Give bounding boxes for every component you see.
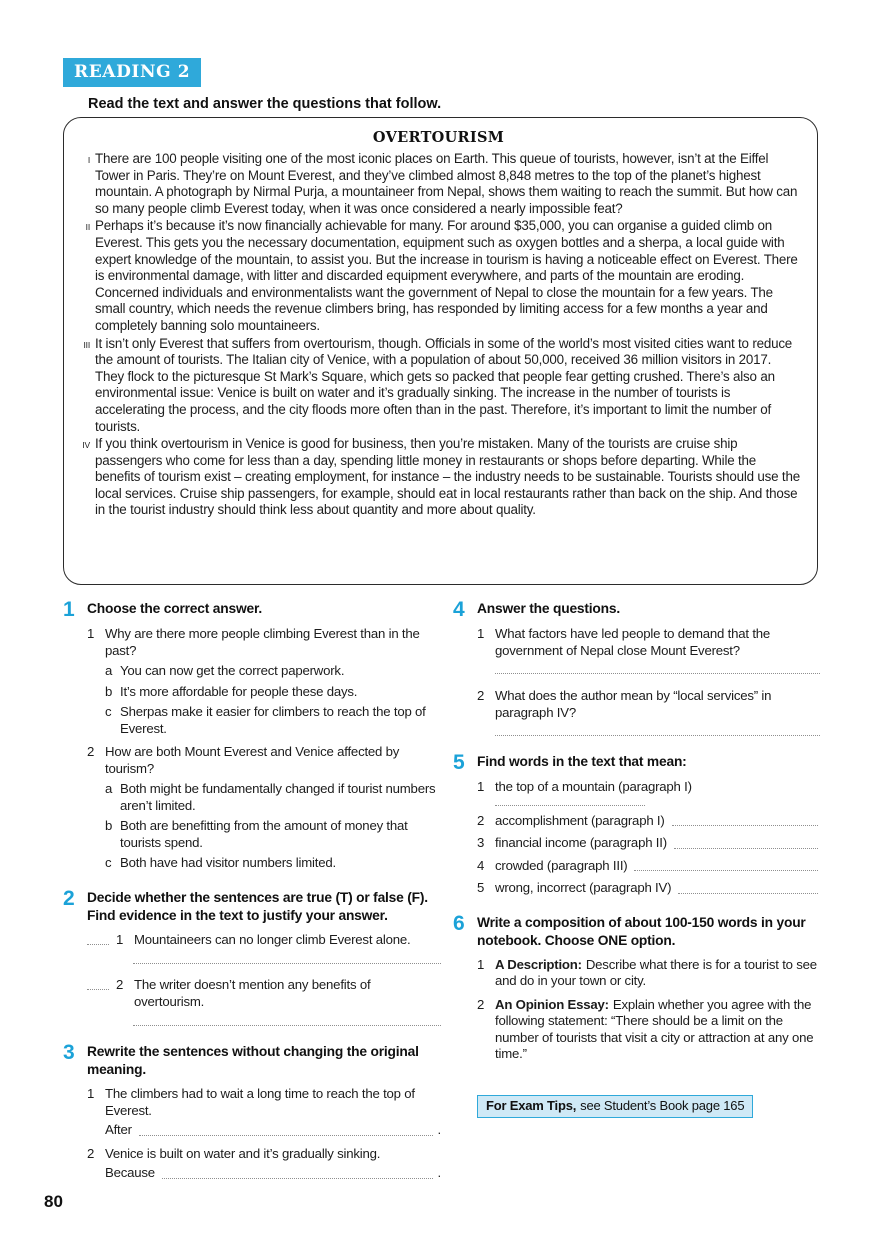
answer-blank (162, 1178, 433, 1179)
item-number: 4 (477, 857, 485, 873)
exercise-title: Write a composition of about 100-150 words in your notebook. Choose ONE option. (477, 914, 806, 948)
exam-tip-label: For Exam Tips, (486, 1097, 577, 1113)
answer-option (87, 855, 441, 872)
option-letter: a (105, 663, 113, 678)
option-text: Sherpas make it easier for climbers to reach the top of Everest. (120, 704, 426, 736)
answer-option (87, 704, 441, 737)
option-text: Both are benefitting from the amount of money that tourists spend. (120, 818, 408, 850)
question-text: Why are there more people climbing Everest than in the past? (105, 626, 420, 658)
item-number: 2 (477, 688, 485, 703)
item-text: financial income (paragraph II) (495, 835, 667, 850)
paragraph-marker: II (85, 222, 90, 233)
item-text: What factors have led people to demand that the government of Nepal close Mount Everest? (495, 626, 771, 658)
item-number: 3 (477, 835, 485, 850)
answer-blank (672, 825, 818, 826)
answer-option (87, 684, 441, 701)
exercise-title: Decide whether the sentences are true (T) or false (F). Find evidence in the text to justify your answer. (87, 889, 428, 923)
answer-option (87, 781, 441, 814)
rewrite-answer-row (87, 1122, 441, 1139)
paragraph-text: There are 100 people visiting one of the most iconic places on Earth. This queue of tourists, however, isn’t at the Eiffel Tower in Paris. They’re on Mount Everest, and they’ve climbed almost 8,848 metres to the top of the planet’s highest mountain. A photograph by Nirmal Purja, a mountaineer from Nepal, shows them waiting to reach the summit. But how can so many people climb Everest today, when it was once considered a nearly impossible feat? (95, 151, 798, 216)
exercise-2-body (63, 932, 441, 1027)
passage-paragraph (75, 218, 802, 334)
open-question (477, 688, 820, 721)
passage-paragraph (75, 436, 802, 519)
exercise-3-heading (63, 1043, 441, 1079)
vocab-item (477, 779, 820, 796)
option-text: It’s more affordable for people these days. (120, 683, 358, 699)
question-number: 2 (87, 744, 95, 759)
item-text: What does the author mean by “local services” in paragraph IV? (495, 688, 772, 720)
option-text: You can now get the correct paperwork. (120, 663, 345, 678)
item-number: 5 (477, 880, 485, 895)
reading-passage-box (63, 117, 818, 585)
item-number: 2 (87, 1145, 95, 1161)
vocab-item (477, 835, 820, 852)
option-letter: b (105, 683, 113, 699)
item-number: 2 (116, 977, 124, 992)
rewrite-prompt: Because (105, 1165, 155, 1180)
answer-blank (634, 870, 818, 871)
option-label: A Description: (495, 956, 582, 972)
paragraph-marker: IV (82, 440, 90, 451)
item-text: the top of a mountain (paragraph I) (495, 779, 692, 794)
exercise-number: 4 (453, 598, 465, 621)
option-label: An Opinion Essay: (495, 996, 609, 1012)
exercise-number: 6 (453, 911, 465, 935)
exercise-title: Choose the correct answer. (87, 601, 262, 616)
item-number: 1 (477, 626, 485, 641)
option-description: Explain whether you agree with the following statement: “There should be a limit on the number of tourists that visit a city or attraction at any one time.” (495, 996, 814, 1061)
item-text: The writer doesn’t mention any benefits of overtourism. (134, 977, 371, 1009)
answer-blank (87, 977, 109, 990)
answer-blank (674, 848, 818, 849)
page-number: 80 (44, 1192, 63, 1211)
exercise-1 (63, 600, 441, 872)
vocab-item (477, 813, 820, 830)
true-false-item (87, 977, 441, 1010)
option-letter: c (105, 704, 112, 719)
exam-tip-text: see Student’s Book page 165 (580, 1097, 745, 1113)
exercise-4 (453, 600, 820, 736)
item-text: Venice is built on water and it’s gradually sinking. (105, 1145, 381, 1161)
exercise-number: 3 (63, 1041, 75, 1064)
exercise-number: 1 (63, 598, 75, 621)
exam-tip-box (477, 1095, 753, 1119)
answer-blank (678, 893, 818, 894)
passage-paragraph (75, 336, 802, 436)
answer-blank (139, 1135, 433, 1136)
exercise-5 (453, 753, 820, 897)
item-text: accomplishment (paragraph I) (495, 812, 665, 828)
sentence-period: . (437, 1165, 441, 1180)
exercise-1-heading (63, 600, 441, 619)
paragraph-text: If you think overtourism in Venice is good for business, then you’re mistaken. Many of the tourists are cruise ship passengers who come for less than a day, spending little money in restaurants or shops before departing. While the benefits of tourism exist – creating employment, for instance – the industry needs to be sustainable. Tourists should use the local services. Cruise ship passengers, for example, should eat in local restaurants rather than back on the ship. And those in the tourist industry should think less about quantity and more about quality. (95, 436, 800, 518)
vocab-item (477, 880, 820, 897)
question (87, 626, 441, 659)
exercise-number: 5 (453, 751, 465, 774)
exercise-6-body (453, 957, 820, 1063)
item-text: crowded (paragraph III) (495, 857, 628, 873)
answer-blank (133, 963, 441, 964)
true-false-item (87, 932, 441, 949)
question-number: 1 (87, 626, 95, 641)
rewrite-answer-row (87, 1165, 441, 1182)
option-text: Both might be fundamentally changed if tourist numbers aren’t limited. (120, 781, 436, 813)
item-text: Mountaineers can no longer climb Everest alone. (134, 931, 411, 947)
exercise-5-heading (453, 753, 820, 772)
item-number: 1 (477, 956, 485, 972)
exercise-4-body (453, 626, 820, 736)
item-text: The climbers had to wait a long time to reach the top of Everest. (105, 1086, 415, 1118)
answer-blank (495, 735, 820, 736)
exercise-5-body (453, 779, 820, 897)
answer-blank (133, 1025, 441, 1026)
question (87, 744, 441, 777)
sentence-period: . (437, 1122, 441, 1137)
passage-title: OVERTOURISM (372, 129, 505, 146)
answer-blank (495, 805, 645, 806)
answer-blank (87, 932, 109, 945)
exercise-title: Rewrite the sentences without changing the original meaning. (87, 1044, 419, 1077)
option-letter: b (105, 818, 113, 833)
rewrite-item (87, 1086, 441, 1119)
paragraph-marker: I (87, 155, 90, 165)
composition-option (477, 957, 820, 990)
option-description: Describe what there is for a tourist to see and do in your town or city. (495, 956, 817, 988)
exercise-2 (63, 886, 441, 1027)
option-letter: c (105, 855, 112, 870)
instruction-text: Read the text and answer the questions that follow. (88, 96, 442, 112)
passage-paragraph (75, 151, 802, 217)
option-text: Both have had visitor numbers limited. (120, 855, 336, 870)
item-number: 2 (477, 996, 485, 1012)
item-text: wrong, incorrect (paragraph IV) (495, 880, 672, 895)
option-letter: a (105, 781, 113, 796)
composition-option (477, 997, 820, 1063)
left-column (63, 600, 441, 1199)
rewrite-prompt: After (105, 1122, 132, 1137)
exercise-2-heading (63, 886, 441, 925)
exercise-6-heading (453, 911, 820, 950)
paragraph-text: Perhaps it’s because it’s now financially achievable for many. For around $35,000, you can organise a guided climb on Everest. This gets you the necessary documentation, equipment such as oxygen bottles and a sherpa, a local guide with expert knowledge of the mountain, to assist you. But the increase in tourism is having a noticeable effect on Everest. There is environmental damage, with litter and discarded equipment everywhere, and parts of the mountain are eroding. Concerned individuals and environmentalists want the government of Nepal to close the mountain for a few years. The small country, which needs the revenue climbers bring, has responded by limiting access for a few months a year and completely banning solo mountaineers. (95, 218, 798, 333)
paragraph-marker: III (83, 339, 90, 350)
answer-option (87, 818, 441, 851)
right-column (453, 600, 820, 1199)
item-number: 1 (87, 1086, 95, 1101)
item-text (495, 997, 820, 1063)
answer-blank (495, 673, 820, 674)
exercise-1-body (63, 626, 441, 872)
exercise-title: Find words in the text that mean: (477, 754, 687, 769)
exercise-area (63, 600, 820, 1199)
exercise-3-body (63, 1086, 441, 1182)
exercise-number: 2 (63, 886, 75, 910)
open-question (477, 626, 820, 659)
item-number: 1 (116, 931, 124, 947)
item-number: 1 (477, 779, 485, 794)
exercise-4-heading (453, 600, 820, 619)
answer-option (87, 663, 441, 680)
section-badge: READING 2 (63, 58, 201, 87)
exercise-title: Answer the questions. (477, 601, 620, 616)
item-text (495, 957, 820, 990)
question-text: How are both Mount Everest and Venice affected by tourism? (105, 744, 400, 776)
exercise-6 (453, 911, 820, 1063)
exercise-3 (63, 1043, 441, 1182)
rewrite-item (87, 1146, 441, 1163)
paragraph-text: It isn’t only Everest that suffers from overtourism, though. Officials in some of the world’s most visited cities want to reduce the amount of tourists. The Italian city of Venice, with a population of about 50,000, received 36 million visitors in 2017. They flock to the picturesque St Mark’s Square, which gets so packed that people fear getting crushed. There’s also an environmental issue: Venice is built on water and it’s gradually sinking. The increase in the number of tourists is accelerating the process, and the city floods more often than in the past. Therefore, it’s important to limit the number of tourists. (95, 335, 793, 434)
item-number: 2 (477, 812, 485, 828)
vocab-item (477, 858, 820, 875)
